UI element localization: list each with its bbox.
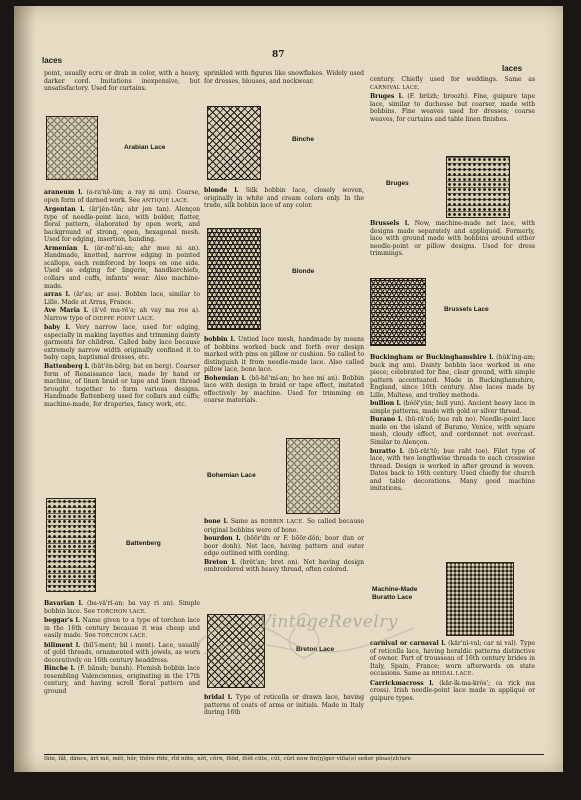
plate-caption: Binche [292,136,314,143]
headword: Bohemian l. [204,374,247,382]
headword: bone l. [204,518,229,525]
plate-buratto-lace [446,562,514,636]
entry-bruges: Bruges l. (F. brüzh; broozh). Fine, guipure tape lace, similar to duchesse but coarser, made with bobbins. Fine weaves used for dresses; coarse weaves, for curtains and table linen finishes. [370,93,535,123]
page-number: 87 [272,50,285,60]
headword: Bavarian l. [44,600,84,607]
plate-caption: Breton Lace [296,646,335,653]
entry-baby: baby l. Very narrow lace, used for edging, especially in making layettes and trimming dainty garments for children. Called baby lace because extremely narrow width originally confined it to baby caps, baptismal dresses, etc. [44,324,200,362]
column-3-mid [370,354,535,494]
headword: Carrickmacross l. [370,679,434,687]
headword: Argentan l. [44,206,85,214]
headword: Battenberg l. [44,363,90,371]
entry-binche: Binche l. (F. bănsh; bansh). Flemish bobbin lace resembling Valenciennes, originating in the 17th century, and having scroll floral pattern and ground [44,665,201,696]
entry-arras: arras l. (ăr'as; ar ass). Bobbin lace, similar to Lille. Made at Arras, France. [44,291,201,306]
headword: bourdon l. [204,535,241,543]
entry-buckingham: Buckingham or Buckinghamshire l. (bŭk'ing-am; buck ing am). Dainty bobbin lace worked in one piece; celebrated for fine, clear ground, with simple pattern accentuated. Made in Buckinghamshire, England, since 16th century. Also laces made by Lille, Maltese, and trolley methods. [370,354,535,399]
plate-caption: Machine-Made Buratto Lace [372,586,418,601]
plate-bohemian-lace [286,438,340,514]
entry-battenberg: Battenberg l. (băt'ĕn-bērg; bat en berg). Coarser form of Renaissance lace, made by hand or machine, of linen braid or tape and linen thread brought together to form various designs. Handmade Battenberg used for collars and cuffs; machine-made, for draperies, fancy work, etc. [44,363,200,408]
plate-caption: Battenberg [126,540,161,547]
plate-caption: Bohemian Lace [207,472,256,479]
running-head-right: laces [502,64,523,73]
column-2-lower [204,518,364,575]
plate-caption: Bruges [386,180,409,187]
entry-carnival: carnival or carnaval l. (kär'nĭ-val; car ni val). Type of reticella lace, having heraldic patterns distinctive of owner. Part of trousseau of 16th century brides in Italy, Spain, France; worn afterwards on state occasions. Same as BRIDAL LACE. [370,640,535,678]
watermark-ornament-icon [184,598,424,678]
entry-argentan: Argentan l. (är'jĕn-tăn; ahr jen tan). Alençon type of needle-point lace, with bolder, flatter, floral pattern, elaborated by open work, and background of strong, open, hexagonal mesh. Used for edging, insertion, banding. [44,206,200,244]
plate-arabian-lace [46,116,98,180]
column-2-top [204,70,364,86]
entry-burano: Burano l. (bū-rä'nō; bue rah no). Needle-point lace made on the island of Burano, Venice, with square mesh, cloudy effect, and cordonnet not overcast. Similar to Alençon. [370,416,536,447]
headword: bullion l. [370,400,402,408]
plate-caption: Brussels Lace [444,306,489,313]
column-2-mid [204,336,364,406]
entry-bohemian: Bohemian l. (bō-hē'mĭ-an; bo hee mi an). Bobbin lace with design in braid or tape effect, imitated effectively by machine. Used for trimming on coarse materials. [204,374,364,405]
plate-brussels-lace [370,278,426,346]
entry-blonde: blonde l. Silk bobbin lace, closely woven, originally in white and cream colors only. In the trade, silk bobbin lace of any color. [204,187,365,210]
column-1-top [44,70,200,94]
running-head-left: laces [42,56,63,65]
column-2-bottom [204,694,364,718]
headword: baby l. [44,324,71,332]
entry-text: sprinkled with figures like snowflakes. Widely used for dresses, blouses, and neckwear. [204,70,364,85]
headword: beggar's l. [44,617,81,625]
entry-beggars: beggar's l. Name given to a type of torchon lace in the 16th century because it was cheap and easily made. See TORCHON LACE. [44,617,200,640]
headword: Burano l. [370,416,403,424]
headword: blonde l. [204,187,239,194]
entry-text: point, usually ecru or drab in color, with a heavy, darker cord. Imitations inexpensive, but unsatisfactory. Used for curtains. [44,70,200,93]
plate-battenberg [46,498,96,592]
headword: Buckingham or Buckinghamshire l. [370,354,494,361]
entry-ave-maria: Ave Maria l. (ä'vē ma-rē'a; ah vay ma ree a). Narrow type of DIEPPE POINT LACE. [44,307,200,322]
column-3-brussels [370,220,535,259]
headword: Brussels l. [370,220,410,227]
headword: Ave Maria l. [44,307,89,315]
entry-araneum: araneum l. (a-ra'nē-ŭm; a ray ni um). Coarse, open form of darned work. See ANTIQUE LACE. [44,189,201,204]
entry-bourdon: bourdon l. (bōōr'dn or F. bōōr-dôṅ; boor dun or boor donh). Net lace, having pattern and outer edge outlined with cording. [204,535,364,558]
column-1-mid [44,189,200,409]
plate-caption: Blonde [292,268,315,275]
watermark-text: VintageRevelry [259,612,398,632]
entry-biliment: biliment l. (bĭl'ĭ-ment; bil i ment). Lace, usually of gold threads, ornamented with jewels, as worn decoratively on 16th century headdress. [44,641,200,664]
pronunciation-key: fāte, făt, dānce, ärt mē, mĕt, hẽr, thêre rīde, rĭd nōte, nŏt, côrn, fōōd, fŏŏt cūte, cŭt, cûrl now fin(ŋ)ger villa(ə) señor pleas(zh)ure [44,754,544,762]
entry-carrickmacross: Carrickmacross l. (kär-ĭk-ma-krŏs'; ca rick ma cross). Irish needle-point lace made in appliqué or guipure types. [370,679,536,702]
plate-caption: Arabian Lace [124,144,166,151]
entry-bullion: bullion l. (bŏŏl'yŭn; bull yun). Ancient heavy lace in simple patterns, made with gold or silver thread. [370,400,535,415]
headword: bobbin l. [204,336,236,343]
column-1-bottom [44,600,200,697]
headword: arras l. [44,291,71,299]
column-3-top [370,76,535,124]
headword: Bruges l. [370,93,404,101]
plate-blonde [207,228,261,330]
entry-brussels: Brussels l. Now, machine-made net lace, with designs made separately and appliquéd. Formerly, lace with ground made with bobbins around either needle-point or pillow designs. Used for dress trimmings. [370,220,535,258]
headword: bridal l. [204,694,233,701]
headword: Binche l. [44,665,76,673]
headword: araneum l. [44,189,83,196]
entry-bridal: bridal l. Type of reticella or drawn lace, having patterns of coats of arms or initials. Made in Italy during 16th [204,694,364,717]
entry-text: century. Chiefly used for weddings. Same as CARNIVAL LACE. [370,76,535,91]
entry-bavarian: Bavarian l. (ba-vâ'rĭ-an; ba vay ri an). Simple bobbin lace. See TORCHON LACE. [44,600,200,615]
entry-bobbin: bobbin l. Untied lace mesh, handmade by means of bobbins worked back and forth over design marked with pins on pillow or cushion. So called to distinguish it from needle-made lace. Also called pillow lace, bone lace. [204,336,364,374]
plate-binche [207,106,261,180]
dictionary-page [14,6,563,772]
headword: carnival or carnaval l. [370,640,446,647]
entry-bone: bone l. Same as BOBBIN LACE. So called because original bobbins were of bone. [204,518,365,534]
entry-buratto: buratto l. (bū-rät'tō; bue raht toe). Filet type of lace, with two lengthwise threads to each crosswise thread. Design is worked in after ground is woven. Dates back to 16th century. Used chiefly for church and table decorations. Many good machine imitations. [370,447,536,493]
headword: buratto l. [370,447,405,455]
entry-armenian: Armenian l. (är-mē'nĭ-an; ahr mee ni an). Handmade, knotted, narrow edging in pointed scallops, each reinforced by loops on one side. Used as edging for lingerie, handkerchiefs, collars and cuffs, infants' wear. Also machine-made. [44,244,201,290]
entry-breton: Breton l. (brĕt'an; bret on). Net having design embroidered with heavy thread, often colored. [204,558,365,574]
column-2-blonde [204,187,364,211]
headword: biliment l. [44,641,81,649]
plate-bruges [446,156,510,218]
headword: Breton l. [204,558,237,566]
headword: Armenian l. [44,244,89,252]
